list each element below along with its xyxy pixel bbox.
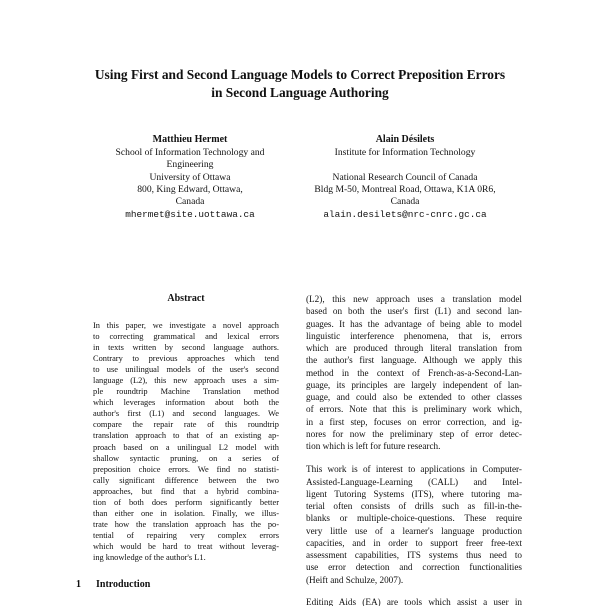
text-line: (Heift and Schulze, 2007). [306, 574, 404, 585]
title-line-1: Using First and Second Language Models to Correct Preposition Errors [94, 67, 506, 82]
text-line: assessment capabilities, ITS systems thus need to [306, 550, 522, 560]
text-line: guages. It has the advantage of being able to model [306, 318, 522, 329]
text-line: nores for now the preliminary step of error detec- [306, 428, 522, 439]
affiliation-line: 800, King Edward, Ottawa, [137, 183, 243, 195]
text-line: very little use of a learner's language production [306, 525, 522, 536]
text-line: author's first (L1) and second languages. We [93, 409, 279, 419]
text-line: in a first step, focuses on error correction, and ig- [306, 416, 522, 427]
text-line: which are produced through literal translation from [306, 343, 522, 353]
author-block-2 [305, 134, 505, 221]
author-email: alain.desilets@nrc-cnrc.gc.ca [323, 209, 487, 221]
text-line: blanks or multiple-choice-questions. These require [306, 513, 522, 524]
text-line: tential of repairing very complex errors [93, 530, 279, 540]
title-line-2: in Second Language Authoring [211, 85, 389, 100]
text-line: ligent Tutoring Systems (ITS), where tutoring ma- [306, 488, 522, 499]
text-line: proach based on a unilingual L2 model with [93, 442, 279, 452]
affiliation-line: Institute for Information Technology [334, 147, 476, 159]
affiliation-line: University of Ottawa [149, 171, 231, 183]
section-title: Introduction [96, 579, 151, 590]
section-number: 1 [76, 579, 81, 590]
text-line: (L2), this new approach uses a translation model [306, 294, 522, 304]
abstract-body [93, 320, 279, 563]
affiliation-line: Bldg M-50, Montreal Road, Ottawa, K1A 0R6, [314, 183, 496, 195]
text-line: cally significant difference between the two [93, 475, 279, 485]
text-line: guage, its principles are largely independent of lan- [306, 379, 522, 390]
paragraph-2 [306, 463, 522, 586]
text-line: shallow syntactic pruning, on a series of [93, 453, 279, 463]
text-line: which would be hard to treat without leverag- [93, 541, 279, 551]
text-line: tion of both does perform significantly better [93, 497, 279, 507]
affiliation-line [305, 159, 505, 171]
text-line: method in the context of French-as-a-Second-Lan- [306, 367, 522, 378]
text-line: tion which is left for future research. [306, 441, 441, 451]
affiliation-line: Canada [390, 196, 420, 208]
text-line: than either one in isolation. Finally, we illus- [93, 508, 279, 518]
affiliation-line: National Research Council of Canada [332, 171, 478, 183]
text-line: compare the repair rate of this roundtrip [93, 420, 279, 430]
text-line: of errors. Note that this is preliminary work which, [306, 404, 522, 415]
text-line: language (L2), this new approach uses a sim- [93, 376, 279, 386]
text-line: terial often consists of drills such as fill-in-the- [306, 501, 522, 511]
text-line: capacities, and in order to support freer free-text [306, 537, 522, 548]
affiliation-line: School of Information Technology and [115, 147, 265, 159]
right-column [306, 293, 522, 586]
text-line: which leverages information about both the [93, 398, 279, 408]
text-line: based on both the user's first (L1) and second lan- [306, 306, 522, 317]
text-line: translation approach to that of an existing ap- [93, 431, 279, 441]
affiliation-line: Canada [175, 196, 205, 208]
abstract-heading: Abstract [167, 293, 205, 304]
author-name: Matthieu Hermet [152, 134, 228, 145]
section-heading-introduction [76, 579, 150, 590]
text-line: use error detection and correction functionalities [306, 562, 522, 573]
text-line: trate how the translation approach has the po- [93, 519, 279, 529]
text-line: in texts written by second language authors. [93, 343, 279, 353]
text-line: Assisted-Language-Learning (CALL) and Intel- [306, 476, 522, 487]
author-name: Alain Désilets [375, 134, 435, 145]
cut-off-line [306, 590, 522, 606]
text-line: to correcting grammatical and lexical errors [93, 332, 279, 342]
paper-title [60, 66, 540, 102]
text-line: ing knowledge of the author's L1. [93, 552, 206, 562]
text-line: In this paper, we investigate a novel approach [93, 321, 279, 330]
text-line: Contrary to previous approaches which tend [93, 354, 279, 364]
text-line: preposition choice errors. We find no statisti- [93, 464, 279, 474]
text-line: ple roundtrip Machine Translation method [93, 387, 279, 397]
text-line: to use unilingual models of the user's second [93, 365, 279, 375]
text-line: linguistic interference phenomena, that is, errors [306, 330, 522, 341]
affiliation-line: Engineering [166, 159, 214, 171]
text-line: Editing Aids (EA) are tools which assist a user in [306, 597, 522, 606]
text-line: guage, and could also be extended to other classes [306, 392, 522, 402]
text-line: This work is of interest to applications in Computer- [306, 464, 522, 475]
author-email: mhermet@site.uottawa.ca [125, 209, 255, 221]
text-line: the author's first language. Although we apply this [306, 355, 522, 366]
author-block-1 [90, 134, 290, 221]
paragraph-1 [306, 293, 522, 452]
text-line: approaches, but find that a hybrid combina- [93, 486, 279, 496]
